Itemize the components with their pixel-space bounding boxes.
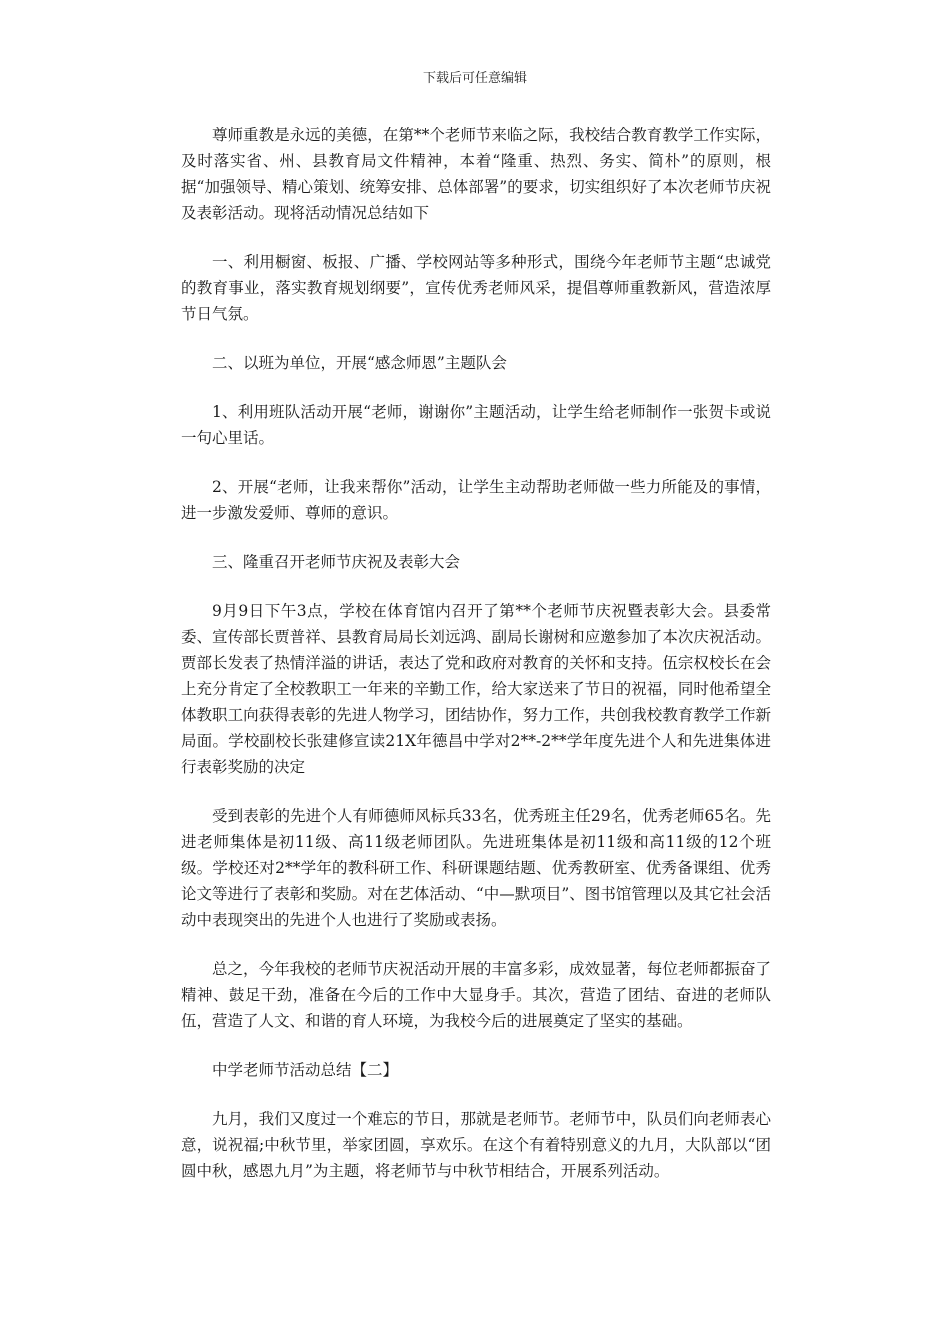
- paragraph-intro: 尊师重教是永远的美德，在第**个老师节来临之际，我校结合教育教学工作实际，及时落实省、州、县教育局文件精神，本着“隆重、热烈、务实、简朴”的原则，根据“加强领导、精心策划、统筹安排、总体部署”的要求，切实组织好了本次老师节庆祝及表彰活动。现将活动情况总结如下: [181, 126, 771, 222]
- paragraph-awards: 受到表彰的先进个人有师德师风标兵33名，优秀班主任29名，优秀老师65名。先进老师集体是初11级、高11级老师团队。先进班集体是初11级和高11级的12个班级。学校还对2**学年的教科研工作、科研课题结题、优秀教研室、优秀备课组、优秀论文等进行了表彰和奖励。对在艺体活动、“中—默项目”、图书馆管理以及其它社会活动中表现突出的先进个人也进行了奖励或表扬。: [181, 807, 771, 929]
- paragraph-september: 九月，我们又度过一个难忘的节日，那就是老师节。老师节中，队员们向老师表心意，说祝福;中秋节里，举家团圆，享欢乐。在这个有着特别意义的九月，大队部以“团圆中秋，感恩九月”为主题，将老师节与中秋节相结合，开展系列活动。: [181, 1110, 771, 1180]
- document-body: [181, 122, 771, 1207]
- paragraph-ceremony: 9月9日下午3点，学校在体育馆内召开了第**个老师节庆祝暨表彰大会。县委常委、宣传部长贾普祥、县教育局局长刘远鸿、副局长谢树和应邀参加了本次庆祝活动。贾部长发表了热情洋溢的讲话，表达了党和政府对教育的关怀和支持。伍宗权校长在会上充分肯定了全校教职工一年来的辛勤工作，给大家送来了节日的祝福，同时他希望全体教职工向获得表彰的先进人物学习，团结协作，努力工作，共创我校教育教学工作新局面。学校副校长张建修宣读21X年德昌中学对2**-2**学年度先进个人和先进集体进行表彰奖励的决定: [181, 602, 771, 776]
- section-heading-3: 三、隆重召开老师节庆祝及表彰大会: [212, 553, 461, 571]
- paragraph-section-1: 一、利用橱窗、板报、广播、学校网站等多种形式，围绕今年老师节主题“忠诚党的教育事业，落实教育规划纲要”，宣传优秀老师风采，提倡尊师重教新风，营造浓厚节日气氛。: [181, 253, 771, 323]
- paragraph-item-2: 2、开展“老师，让我来帮你”活动，让学生主动帮助老师做一些力所能及的事情，进一步激发爱师、尊师的意识。: [181, 478, 771, 522]
- page-header: 下载后可任意编辑: [422, 71, 527, 86]
- paragraph-item-1: 1、利用班队活动开展“老师，谢谢你”主题活动，让学生给老师制作一张贺卡或说一句心里话。: [181, 403, 771, 447]
- paragraph-summary: 总之，今年我校的老师节庆祝活动开展的丰富多彩，成效显著，每位老师都振奋了精神、鼓足干劲，准备在今后的工作中大显身手。其次，营造了团结、奋进的老师队伍，营造了人文、和谐的育人环境，为我校今后的进展奠定了坚实的基础。: [181, 960, 771, 1030]
- section-heading-2: 二、以班为单位，开展“感念师恩”主题队会: [212, 354, 507, 372]
- article-title-2: 中学老师节活动总结【二】: [212, 1061, 399, 1079]
